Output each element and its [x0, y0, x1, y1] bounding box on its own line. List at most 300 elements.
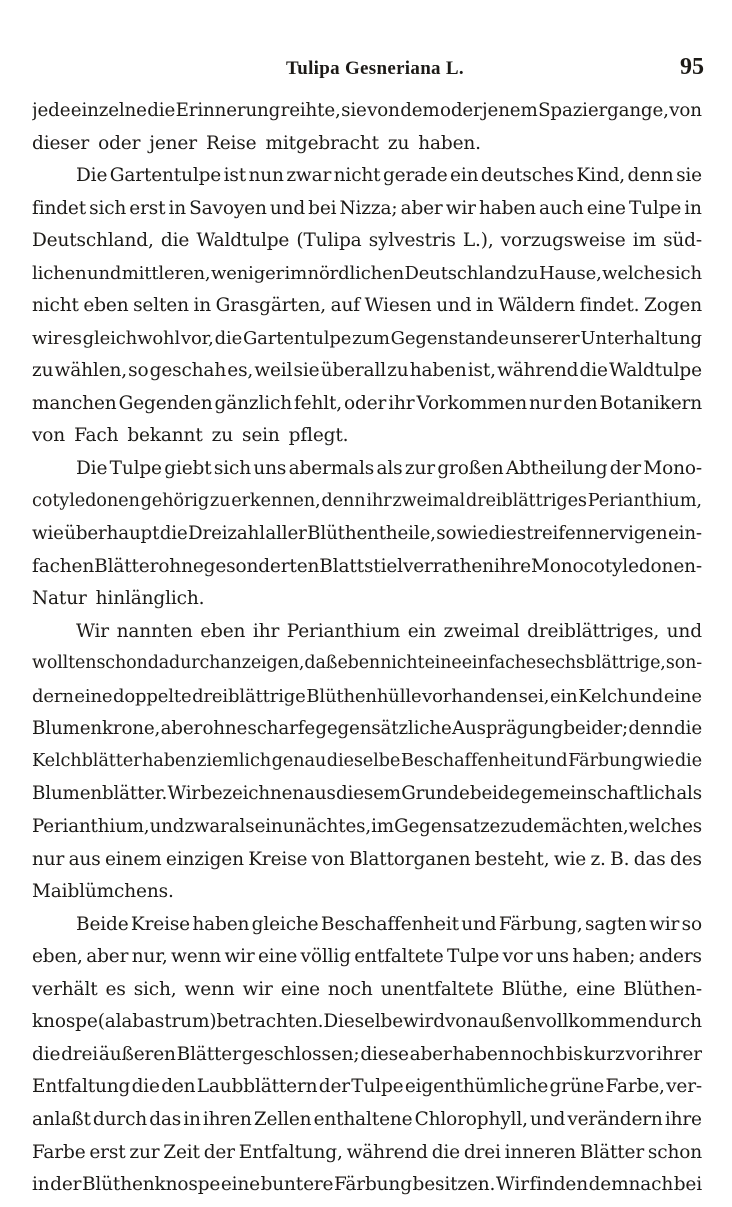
word: zu	[32, 360, 54, 382]
text-line	[32, 425, 702, 458]
word: zu	[387, 132, 410, 154]
word: zu	[209, 490, 231, 511]
word: findet.	[579, 295, 640, 317]
word: von	[32, 425, 66, 447]
word: Botanikern	[599, 392, 702, 414]
word: drei	[61, 1043, 99, 1065]
word: ihre	[664, 1108, 702, 1130]
word: welches	[628, 816, 702, 838]
word: Hause,	[538, 262, 602, 284]
word: haben;	[572, 946, 636, 968]
word: knospe	[32, 1011, 98, 1033]
word: sagten	[584, 913, 647, 935]
word: scharfe	[247, 718, 315, 740]
word: jener	[149, 132, 197, 154]
text-line	[32, 1142, 702, 1175]
word: giebt	[164, 458, 212, 480]
word: und	[529, 1108, 566, 1130]
word: dreiblättriges	[465, 490, 587, 511]
word: Gegensatze	[394, 816, 501, 838]
word: dem	[521, 816, 561, 838]
word: die	[674, 718, 702, 740]
word: Farbe,	[605, 1076, 665, 1098]
word: Tulpe	[447, 946, 500, 968]
word: gehörig	[140, 490, 210, 511]
word: zu	[517, 262, 539, 284]
word: wir	[445, 197, 476, 219]
word: Natur	[32, 588, 87, 610]
word: wenn	[184, 978, 235, 1000]
word: zu	[211, 425, 233, 447]
word: sich	[89, 197, 127, 219]
running-head	[0, 54, 732, 90]
word: Blätter	[94, 555, 159, 577]
word: die	[431, 1141, 460, 1163]
word: dieser	[32, 132, 90, 154]
word: haben	[452, 1043, 510, 1065]
word: ächten,	[561, 816, 629, 838]
word: wollten	[32, 653, 97, 674]
word: Grasgärten,	[215, 295, 326, 317]
word: so	[128, 360, 149, 382]
word: völlig	[300, 946, 351, 968]
word: abermals	[288, 458, 375, 480]
word: haben	[141, 750, 197, 771]
word: drei	[463, 1141, 501, 1163]
word: zweimal	[392, 490, 466, 511]
word: haben	[192, 913, 250, 935]
word: Blattstiel	[319, 555, 403, 577]
text-line	[32, 458, 702, 491]
word: es	[105, 978, 126, 1000]
word: Blüthenknospe	[81, 1174, 221, 1196]
word: genau	[271, 750, 327, 771]
text-line	[32, 165, 702, 198]
word: eine	[586, 197, 626, 219]
text-line	[32, 360, 702, 393]
word: sechsblättrige,	[536, 653, 666, 674]
word: einzelne	[70, 100, 147, 121]
word: Savoyen	[189, 197, 267, 219]
text-line	[32, 914, 702, 947]
word: oder	[439, 100, 482, 121]
text-line	[32, 686, 702, 719]
word: z.	[590, 848, 606, 870]
word: auf	[330, 295, 360, 317]
word: äußeren	[98, 1043, 176, 1065]
text-line	[32, 198, 702, 231]
word: eben	[337, 653, 381, 674]
word: Beschaffenheit	[320, 913, 459, 935]
word: dern	[32, 685, 74, 707]
word: Abtheilung	[505, 458, 608, 480]
word: Blätter	[176, 1043, 241, 1065]
word: als	[228, 816, 255, 838]
word: B.	[610, 848, 630, 870]
text-line	[32, 946, 702, 979]
word: es	[62, 327, 82, 349]
word: eine	[424, 653, 462, 674]
word: eine	[663, 685, 702, 707]
word: eben	[200, 620, 246, 642]
word: von	[669, 100, 702, 121]
word: verhält	[32, 978, 98, 1000]
text-line	[32, 556, 702, 589]
word: Perianthium,	[587, 490, 702, 511]
word: Erinnerung	[175, 100, 281, 121]
word: eigenthümliche	[404, 1076, 549, 1098]
word: der	[609, 458, 641, 480]
word: vorhanden	[422, 685, 518, 707]
word: außen	[478, 1011, 536, 1033]
word: Grunde	[401, 783, 470, 805]
word: überhaupt	[64, 523, 160, 545]
word: ver-	[666, 1076, 702, 1098]
word: son-	[665, 653, 702, 674]
word: dadurch	[147, 653, 221, 674]
word: vollkommen	[535, 1011, 648, 1033]
word: Blattorganen	[349, 848, 471, 870]
word: in	[168, 197, 187, 219]
word: entfaltete	[354, 946, 444, 968]
word: sich	[213, 458, 251, 480]
word: Blumenblätter.	[32, 783, 168, 805]
word: unächtes,	[282, 816, 371, 838]
word: (alabastrum)	[97, 1011, 217, 1033]
word: pflegt.	[288, 425, 349, 447]
word: die	[488, 523, 517, 545]
word: ein	[549, 685, 578, 707]
word: unserer	[509, 327, 580, 349]
word: mittleren,	[121, 262, 211, 284]
text-line	[32, 393, 702, 426]
word: denn	[321, 490, 366, 511]
word: Die	[76, 458, 108, 480]
word: in	[193, 295, 211, 317]
word: deutsches	[480, 165, 574, 187]
text-line	[32, 1174, 702, 1207]
text-line	[32, 849, 702, 882]
word: wie	[643, 750, 675, 771]
word: die	[159, 523, 188, 545]
word: als	[676, 783, 702, 805]
word: haben	[409, 360, 467, 382]
word: wie	[32, 523, 64, 545]
word: gänzlich	[214, 392, 292, 414]
word: eine	[576, 978, 616, 1000]
word: gesonderten	[203, 555, 320, 577]
word: der	[318, 1076, 350, 1098]
word: des	[670, 848, 702, 870]
text-line	[32, 1076, 702, 1109]
word: zu	[387, 360, 409, 382]
word: einfache	[461, 653, 537, 674]
word: in	[684, 197, 702, 219]
word: buntere	[260, 1174, 334, 1196]
word: dieselbe	[326, 750, 401, 771]
word: geschah	[149, 360, 227, 382]
text-line	[32, 783, 702, 816]
word: Gartentulpe	[109, 165, 222, 187]
word: die	[674, 750, 702, 771]
word: Kreise	[130, 913, 190, 935]
word: Blüthe,	[501, 978, 569, 1000]
word: die	[160, 230, 190, 252]
word: nur,	[131, 946, 168, 968]
text-line	[32, 1044, 702, 1077]
word: hinlänglich.	[95, 588, 205, 610]
text-line	[32, 816, 702, 849]
word: zur	[404, 458, 435, 480]
text-line	[32, 263, 702, 296]
word: Färbung,	[498, 913, 583, 935]
word: fehlt,	[293, 392, 343, 414]
word: besteht,	[474, 848, 550, 870]
word: erkennen,	[231, 490, 321, 511]
word: manchen	[32, 392, 117, 414]
word: grüne	[549, 1076, 605, 1098]
word: Beschaffenheit	[400, 750, 534, 771]
word: ohne	[158, 555, 204, 577]
word: von	[367, 100, 400, 121]
word: vor	[502, 946, 533, 968]
word: Blätter	[579, 1141, 645, 1163]
word: ein	[254, 816, 283, 838]
word: Blüthen-	[623, 978, 702, 1000]
text-line	[32, 1011, 702, 1044]
word: Zellen	[253, 1108, 312, 1130]
word: die	[147, 100, 176, 121]
word: gegensätzliche	[315, 718, 452, 740]
word: auch	[538, 197, 584, 219]
word: in	[183, 1108, 201, 1130]
word: eine	[74, 685, 113, 707]
word: Mono-	[643, 458, 702, 480]
text-line	[32, 133, 702, 166]
word: Zeit	[163, 1141, 200, 1163]
word: ohne	[202, 718, 248, 740]
word: anlaßt	[32, 1108, 91, 1130]
word: verrathen	[402, 555, 494, 577]
word: aus	[68, 848, 101, 870]
word: Färbung	[333, 1174, 412, 1196]
word: sich,	[133, 978, 177, 1000]
word: dreiblättrige	[192, 685, 306, 707]
word: und	[533, 750, 568, 771]
page-number: 95	[680, 54, 704, 80]
word: verändern	[567, 1108, 663, 1130]
word: wie	[553, 848, 587, 870]
word: anzeigen,	[220, 653, 305, 674]
word: Kind,	[576, 165, 626, 187]
word: Maiblümchens.	[32, 881, 174, 903]
word: oder	[98, 132, 141, 154]
word: haben	[478, 197, 536, 219]
word: wir	[224, 946, 255, 968]
word: besitzen.	[412, 1174, 496, 1196]
word: Dreizahl	[188, 523, 265, 545]
word: Vorkommen	[416, 392, 528, 414]
word: Wäldern	[498, 295, 576, 317]
word: Wir	[76, 620, 109, 642]
running-title: Tulipa Gesneriana L.	[286, 58, 464, 79]
word: Waldtulpe	[196, 230, 290, 252]
word: Entfaltung,	[238, 1141, 343, 1163]
word: eine	[258, 946, 298, 968]
word: aller	[265, 523, 307, 545]
word: Wir	[167, 783, 201, 805]
word: Tulpe	[109, 458, 162, 480]
word: ihr	[388, 392, 415, 414]
word: Spaziergange,	[538, 100, 669, 121]
word: ein	[407, 620, 437, 642]
word: eine	[280, 978, 320, 1000]
text-line	[32, 328, 702, 361]
word: ein-	[667, 523, 702, 545]
word: bis	[555, 1043, 583, 1065]
word: ihren	[202, 1108, 252, 1130]
word: zweimal	[443, 620, 520, 642]
word: überall	[320, 360, 386, 382]
word: denn	[628, 718, 674, 740]
text-line	[32, 979, 702, 1012]
word: Entfaltung	[32, 1076, 131, 1098]
word: die	[131, 1076, 160, 1098]
word: Kelchblätter	[32, 750, 142, 771]
word: und	[87, 262, 122, 284]
word: während	[497, 360, 579, 382]
word: Fach	[74, 425, 119, 447]
word: eben,	[32, 946, 83, 968]
word: und	[666, 620, 702, 642]
word: zwar	[184, 816, 229, 838]
word: das	[633, 848, 666, 870]
word: Tulpe	[628, 197, 682, 219]
word: jede	[32, 100, 71, 121]
word: ist,	[467, 360, 496, 382]
word: Dieselbe	[323, 1011, 404, 1033]
word: streifennervigen	[516, 523, 668, 545]
word: Perianthium	[286, 620, 401, 642]
word: anders	[638, 946, 702, 968]
word: L.),	[462, 230, 494, 252]
word: finden	[529, 1174, 588, 1196]
word: noch	[327, 978, 373, 1000]
word: Deutschland	[404, 262, 518, 284]
word: während	[346, 1141, 428, 1163]
text-line	[32, 295, 702, 328]
word: gemeinschaftlich	[520, 783, 677, 805]
word: in	[476, 295, 494, 317]
word: nicht	[380, 653, 425, 674]
word: der	[50, 1174, 82, 1196]
word: fachen	[32, 555, 95, 577]
word: uns	[536, 946, 569, 968]
word: im	[284, 262, 308, 284]
word: im	[371, 816, 394, 838]
word: schon	[647, 1141, 702, 1163]
word: im	[632, 230, 656, 252]
word: mitgebracht	[265, 132, 379, 154]
word: sein	[241, 425, 280, 447]
word: aber	[409, 1043, 452, 1065]
word: Blumenkrone,	[32, 718, 161, 740]
text-line	[32, 491, 702, 524]
word: Tulpe	[351, 1076, 404, 1098]
word: Waldtulpe	[608, 360, 702, 382]
text-line	[32, 621, 702, 654]
word: selten	[133, 295, 189, 317]
word: Nizza;	[339, 197, 398, 219]
word: cotyledonen	[32, 490, 140, 511]
word: beider;	[563, 718, 628, 740]
word: jenem	[482, 100, 538, 121]
word: nicht	[32, 295, 79, 317]
word: bei	[673, 1174, 702, 1196]
word: süd-	[663, 230, 702, 252]
word: ihr	[366, 490, 392, 511]
word: gleiche	[251, 913, 319, 935]
word: unentfaltete	[380, 978, 494, 1000]
word: aber	[160, 718, 203, 740]
word: schon	[96, 653, 148, 674]
word: wir	[32, 327, 62, 349]
word: aber	[400, 197, 443, 219]
word: und	[149, 816, 185, 838]
word: Blüthenhülle	[306, 685, 422, 707]
word: nun	[248, 165, 284, 187]
word: geschlossen;	[241, 1043, 360, 1065]
word: ein	[450, 165, 479, 187]
text-line	[32, 588, 702, 621]
word: oder	[344, 392, 387, 414]
word: sylvestris	[368, 230, 456, 252]
word: beide	[469, 783, 520, 805]
word: dem	[400, 100, 440, 121]
word: Kelch	[578, 685, 629, 707]
word: das	[149, 1108, 182, 1130]
word: uns	[253, 458, 287, 480]
word: Beide	[76, 913, 129, 935]
text-line	[32, 100, 702, 133]
word: wir	[242, 978, 273, 1000]
word: eine	[220, 1174, 260, 1196]
word: nur	[529, 392, 562, 414]
word: findet	[32, 197, 87, 219]
word: gerade	[382, 165, 448, 187]
word: den	[161, 1076, 196, 1098]
word: Monocotyledonen-	[530, 555, 702, 577]
word: Gegenden	[118, 392, 213, 414]
word: sie	[293, 360, 320, 382]
word: erst	[129, 197, 166, 219]
word: bezeichnen	[200, 783, 304, 805]
text-line	[32, 751, 702, 784]
word: wenn	[171, 946, 222, 968]
word: nur	[32, 848, 65, 870]
word: ihr	[252, 620, 280, 642]
word: Zogen	[644, 295, 702, 317]
word: erst	[89, 1141, 126, 1163]
word: Wir	[495, 1174, 529, 1196]
word: die	[32, 1043, 61, 1065]
word: (Tulipa	[296, 230, 362, 252]
word: von	[444, 1011, 478, 1033]
word: demnach	[588, 1174, 674, 1196]
word: und	[461, 913, 497, 935]
word: haben.	[418, 132, 481, 154]
word: daß	[304, 653, 338, 674]
